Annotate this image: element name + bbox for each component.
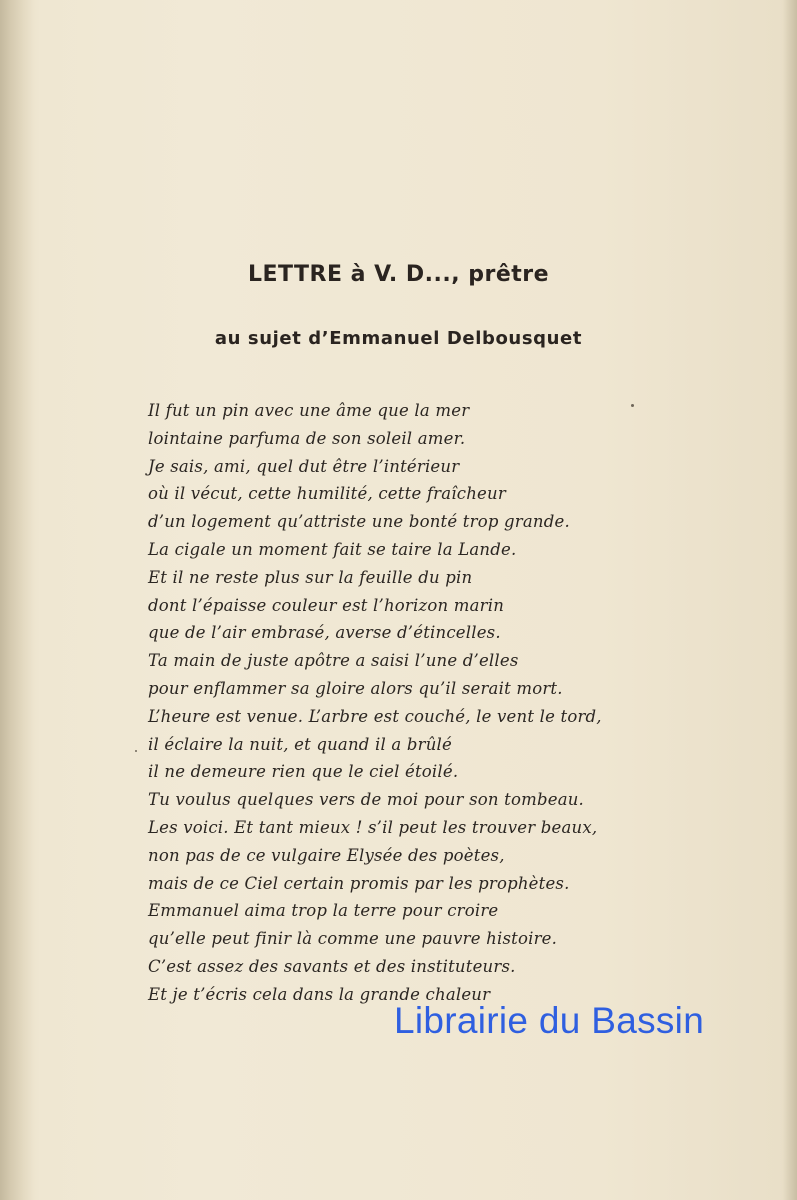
page-edge-shadow bbox=[783, 0, 797, 1200]
poem-line: que de l’air embrasé, averse d’étincelles. bbox=[148, 623, 501, 643]
poem-line: Les voici. Et tant mieux ! s’il peut les trouver beaux, bbox=[148, 817, 598, 837]
poem-line: Et il ne reste plus sur la feuille du pin bbox=[148, 567, 473, 587]
poem-line: C’est assez des savants et des instituteurs. bbox=[148, 956, 516, 976]
poem-line: non pas de ce vulgaire Elysée des poètes, bbox=[148, 845, 505, 865]
poem-line: il ne demeure rien que le ciel étoilé. bbox=[148, 762, 459, 782]
poem-line: pour enflammer sa gloire alors qu’il serait mort. bbox=[148, 678, 563, 698]
poem-line: lointaine parfuma de son soleil amer. bbox=[148, 428, 466, 448]
poem-line: Ta main de juste apôtre a saisi l’une d’elles bbox=[148, 651, 519, 671]
poem-line: Tu voulus quelques vers de moi pour son tombeau. bbox=[148, 790, 585, 810]
poem-line: Il fut un pin avec une âme que la mer bbox=[148, 401, 470, 420]
poem-line: il éclaire la nuit, et quand il a brûlé bbox=[148, 734, 453, 754]
poem-line: Emmanuel aima trop la terre pour croire bbox=[148, 901, 499, 921]
poem-line: L’heure est venue. L’arbre est couché, le vent le tord, bbox=[148, 706, 602, 726]
poem-line: où il vécut, cette humilité, cette fraîcheur bbox=[148, 484, 506, 504]
poem-line: Et je t’écris cela dans la grande chaleur bbox=[148, 984, 491, 1004]
page-subtitle: au sujet d’Emmanuel Delbousquet bbox=[214, 328, 583, 349]
poem-line: Je sais, ami, quel dut être l’intérieur bbox=[148, 456, 460, 476]
poem-text bbox=[148, 397, 708, 1009]
paper-speck bbox=[631, 404, 634, 407]
poem-line: mais de ce Ciel certain promis par les prophètes. bbox=[148, 873, 570, 893]
page-title: LETTRE à V. D..., prêtre bbox=[247, 262, 550, 287]
page-gutter-shadow bbox=[0, 0, 34, 1200]
poem-line: dont l’épaisse couleur est l’horizon marin bbox=[148, 595, 505, 615]
paper-speck bbox=[135, 750, 137, 752]
poem-line: qu’elle peut finir là comme une pauvre histoire. bbox=[148, 929, 558, 949]
poem-line: d’un logement qu’attriste une bonté trop grande. bbox=[148, 512, 570, 532]
watermark-text: Librairie du Bassin bbox=[394, 1000, 705, 1041]
poem-line: La cigale un moment fait se taire la Lande. bbox=[148, 539, 517, 559]
